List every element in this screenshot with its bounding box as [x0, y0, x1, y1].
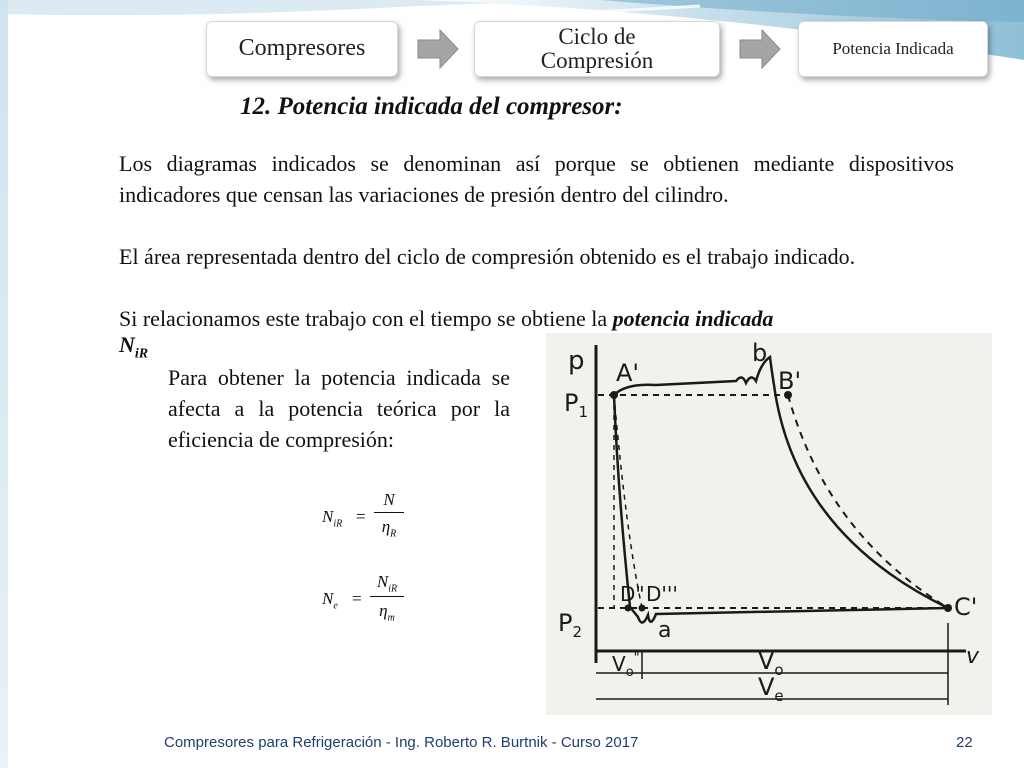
page-number: 22 [956, 734, 973, 751]
formula-ne [322, 572, 412, 632]
formula-numerator: N [374, 490, 404, 513]
paragraph-4: Para obtener la potencia indicada se afecta a la potencia teórica por la eficiencia de compresión: [168, 365, 510, 452]
formula-den-sub: R [390, 528, 397, 540]
label-a: a [658, 618, 672, 643]
breadcrumb-step-label: Compresores [238, 35, 366, 62]
paragraph-3-emphasis: potencia indicada [612, 306, 774, 331]
formula-denominator [370, 597, 404, 623]
arrow-right-icon [738, 26, 782, 72]
label-b-prime: B' [778, 367, 802, 395]
paragraph-3 [119, 303, 954, 334]
indicator-diagram [546, 333, 992, 715]
formula-lhs-sub: iR [333, 518, 343, 530]
nir-main: N [119, 332, 135, 357]
formula-lhs [322, 589, 338, 611]
formula-den-main: η [381, 517, 391, 536]
formula-num-sub: iR [388, 583, 398, 595]
breadcrumb-step-label: Ciclo de [558, 23, 636, 49]
paragraph-3-text: Si relacionamos este trabajo con el tiempo se obtiene la [119, 306, 613, 331]
paragraph-1: Los diagramas indicados se denominan así porque se obtienen mediante dispositivos indicadores que censan las variaciones de presión dentro del cilindro. [119, 151, 954, 207]
label-p: p [568, 346, 585, 376]
label-v-axis: v [966, 644, 980, 669]
nir-symbol [119, 332, 148, 362]
label-ve: $V_e$ [758, 673, 784, 705]
formula-lhs [322, 507, 342, 529]
formula-den-main: η [379, 601, 388, 621]
formula-fraction [370, 572, 404, 624]
breadcrumb-step-ciclo[interactable] [474, 21, 720, 77]
point-c-prime [944, 604, 952, 612]
arrow-right-icon [416, 26, 460, 72]
formula-num-main: N [376, 572, 389, 591]
breadcrumb-step-label: Compresión [540, 48, 654, 73]
slide-title: 12. Potencia indicada del compresor: [240, 93, 623, 120]
label-b: b [752, 339, 768, 367]
formula-nir [322, 490, 412, 550]
label-d3: D''' [646, 582, 678, 606]
nir-sub: iR [134, 346, 149, 362]
formula-den-sub: m [387, 612, 395, 624]
formula-fraction [374, 490, 404, 539]
footer-credits: Compresores para Refrigeración - Ing. Roberto R. Burtnik - Curso 2017 [164, 734, 639, 751]
formula-denominator [374, 513, 404, 539]
formula-equals: = [356, 507, 366, 526]
formula-numerator [370, 572, 404, 597]
paragraph-2: El área representada dentro del ciclo de compresión obtenido es el trabajo indicado. [119, 244, 856, 269]
point-a-prime [610, 391, 618, 399]
label-a-prime: A' [616, 359, 640, 387]
label-c-prime: C' [954, 593, 978, 621]
label-p1: $P_1$ [564, 389, 589, 421]
label-d2: D" [620, 582, 645, 606]
label-p2: $P_2$ [558, 609, 583, 641]
formula-lhs-main: N [322, 589, 334, 608]
breadcrumb-step-compresores[interactable] [206, 21, 398, 77]
label-v0-small: $V_o^"$ [612, 651, 640, 680]
formula-equals: = [352, 589, 362, 608]
label-v0: $V_o$ [758, 647, 784, 679]
breadcrumb-step-label: Potencia Indicada [832, 39, 954, 59]
formula-lhs-sub: e [333, 600, 338, 612]
formula-lhs-main: N [322, 507, 334, 526]
left-edge-decoration [0, 0, 8, 768]
breadcrumb-step-potencia[interactable] [798, 21, 988, 77]
